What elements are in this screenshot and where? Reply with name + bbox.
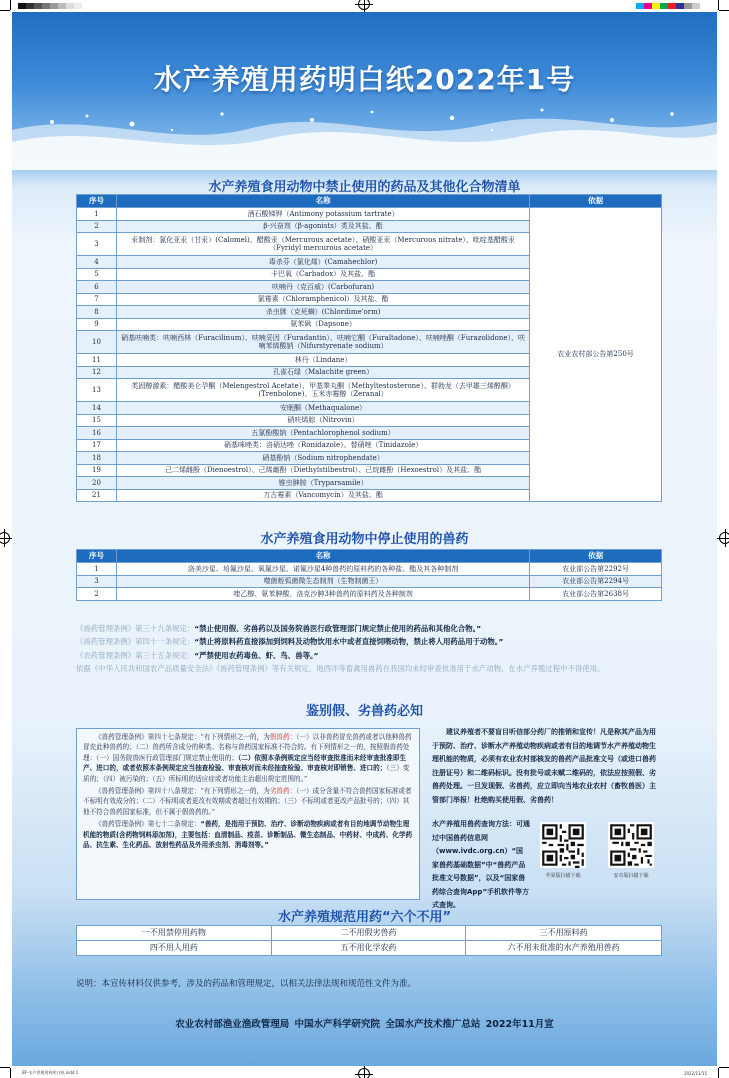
drug-name: 类固醇激素：醋酸美仑孕酮（Melengestrol Acetate）、甲基睾丸酮（Methyltestosterone）、群勃龙（去甲雄三烯醇酮）(Trenbolone)、玉米赤霉醇（Zeranal） [116, 379, 529, 402]
regulation-source: 《农药管理条例》第三十五条规定： [76, 650, 195, 660]
color-bar [636, 3, 700, 9]
basis-cell: 农业部公告第2292号 [530, 563, 662, 576]
row-index: 16 [77, 427, 117, 440]
fake-drug-paragraph [83, 732, 413, 784]
paragraph-text: （三）变质的；（四）被污染的；（五）所标明的适应症或者功能主治超出规定范围的。” [83, 764, 410, 783]
col-header: 依据 [530, 550, 662, 563]
regulation-item [76, 649, 661, 662]
row-index: 3 [77, 575, 117, 588]
drug-name: 汞制剂：氯化亚汞（甘汞）(Calomel)、醋酸汞（Mercurous acetate）、硝酸亚汞（Mercurous nitrate）、吡啶基醋酸汞（Fyridyl mercurous acetate） [116, 233, 529, 256]
basis-cell: 农业农村部公告第250号 [530, 208, 662, 502]
drug-name: 杀虫脒（克死螨）(Chlordime'orm) [116, 306, 529, 319]
row-index: 12 [77, 366, 117, 379]
registration-mark-icon [0, 532, 10, 544]
regulation-item [76, 662, 661, 675]
stopped-heading: 水产养殖食用动物中停止使用的兽药 [260, 532, 469, 547]
row-index: 2 [77, 588, 117, 601]
row-index: 19 [77, 464, 117, 477]
col-header: 依据 [530, 195, 662, 208]
row-index: 11 [77, 354, 117, 367]
six-heading: 水产养殖规范用药“六个不用” [277, 910, 452, 925]
drug-name: 酒石酸锑钾（Antimony potassium tartrate） [116, 208, 529, 221]
registration-mark-icon [358, 1068, 370, 1078]
identify-heading: 鉴别假、劣兽药必知 [305, 704, 423, 719]
drug-name: 锥虫胂胺（Tryparsamile） [116, 477, 529, 490]
drug-name: 孔雀石绿（Malachite green） [116, 366, 529, 379]
paragraph-bold: “兽药，是指用于预防、治疗、诊断动物疾病或者有目的地调节动物生理机能的物质(含药物饲料添加剂)，主要包括：血清制品、疫苗、诊断制品、微生态制品、中药材、中成药、化学药品、抗生素、生化药品、放射性药品及外用杀虫剂、消毒剂等。” [83, 820, 413, 850]
row-index: 15 [77, 414, 117, 427]
qr-caption: 安卓版扫描下载 [613, 873, 649, 879]
row-index: 13 [77, 379, 117, 402]
drug-name: 氨苯砜（Dapsone） [116, 318, 529, 331]
six-rules-table [76, 925, 662, 956]
drug-name: 己二烯雌酚（Dienoestrol）、己烯雌酚（Diethylstilbestrol）、己烷雌酚（Hexoestrol）及其盐、酯 [116, 464, 529, 477]
col-header: 序号 [77, 195, 117, 208]
qr-code-ios-icon[interactable] [540, 822, 586, 868]
header-banner [12, 12, 717, 177]
col-header: 名称 [116, 195, 529, 208]
basis-cell: 农业部公告第2638号 [530, 588, 662, 601]
crop-mark [0, 1067, 10, 1068]
row-index: 7 [77, 293, 117, 306]
crop-mark [718, 0, 719, 10]
regulation-source: 《兽药管理条例》第三十九条规定： [76, 624, 195, 633]
identify-box [76, 728, 420, 900]
qr-caption: 苹果版扫描下载 [545, 873, 581, 879]
paragraph-text: 《兽药管理条例》第四十八条规定：“有下列情形之一的，为 [95, 787, 270, 796]
registration-mark-icon [358, 0, 370, 10]
regulation-item [76, 622, 661, 635]
page-title: 水产养殖用药明白纸2022年1号 [153, 63, 576, 96]
advice-text: 建议养殖者不要盲目听信部分药厂的推销和宣传！凡是称其产品为用于预防、治疗、诊断水产养殖动物疾病或者有目的地调节水产养殖动物生理机能的物质，必须有农业农村部核发的兽药产品批准文号（或进口兽药注册证号）和二维码标识。没有批号或未赋二维码的，依法应按照假、劣兽药处理。一旦发现假、劣兽药，应立即向当地农业农村（畜牧兽医）主管部门举报！杜绝购买使用假、劣兽药！ [432, 728, 656, 804]
drug-name: 呋喃丹（克百威）(Carbofuran) [116, 281, 529, 294]
inferior-drug-paragraph [83, 786, 413, 817]
row-index: 17 [77, 439, 117, 452]
poster [12, 12, 717, 1066]
drug-name: β-兴奋剂（β-agonists）类及其盐、酯 [116, 220, 529, 233]
drug-name: 万古霉素（Vancomycin）及其盐、酯 [116, 489, 529, 502]
drug-name: 林丹（Lindane） [116, 354, 529, 367]
row-index: 2 [77, 220, 117, 233]
banned-heading: 水产养殖食用动物中禁止使用的药品及其他化合物清单 [208, 180, 521, 195]
highlight-term: 假兽药 [269, 733, 290, 741]
drug-name: 五氯酚酸钠（Pentachlorophenol sodium） [116, 427, 529, 440]
regulation-text: “禁止使用假、劣兽药以及国务院兽医行政管理部门规定禁止使用的药品和其他化合物。” [194, 624, 482, 633]
drug-name: 卡巴氧（Carbadox）及其盐、酯 [116, 268, 529, 281]
rule-cell: 三不用原料药 [466, 926, 662, 941]
disclaimer-note: 说明：本宣传材料仅供参考，涉及的药品和管理规定，以相关法律法规和规范性文件为准。 [76, 979, 417, 989]
stopped-table [76, 549, 662, 601]
color-bar [18, 3, 82, 9]
row-index: 4 [77, 256, 117, 269]
drug-name: 硝呋烯腙（Nitrovin） [116, 414, 529, 427]
row-index: 9 [77, 318, 117, 331]
rule-cell: 五不用化学农药 [271, 941, 466, 956]
drug-name: 硝基酚钠（Sodium nitrophendate） [116, 452, 529, 465]
basis-cell: 农业部公告第2294号 [530, 575, 662, 588]
drug-name: 硝基咪唑类：洛硝达唑（Ronidazole）、替硝唑（Tinidazole） [116, 439, 529, 452]
registration-mark-icon [719, 532, 729, 544]
paragraph-bold: （二）依照本条例规定应当经审查批准而未经审查批准即生产、进口的，或者依照本条例规定应当抽查检验、审查核对而未经抽查检验、审查核对即销售、进口的； [83, 753, 407, 773]
crop-mark [10, 1068, 11, 1078]
drug-name: 洛美沙星、培氟沙星、氧氟沙星、诺氟沙星4种兽药的原料药的各种盐、酯及其各种制剂 [116, 563, 529, 576]
query-text: 水产养殖用兽药查询方法：可通过中国兽药信息网（www.ivdc.org.cn）“国家兽药基础数据”中“兽药产品批准文号数据”，以及“国家兽药综合查询App”手机软件等方式查询。 [432, 820, 530, 909]
row-index: 20 [77, 477, 117, 490]
crop-mark [10, 0, 11, 10]
footer-issuers: 农业农村部渔业渔政管理局 中国水产科学研究院 全国水产技术推广总站 2022年11月宣 [175, 1019, 554, 1030]
row-index: 21 [77, 489, 117, 502]
row-index: 5 [77, 268, 117, 281]
drug-name: 安眠酮（Methaqualone） [116, 402, 529, 415]
qr-code-android-icon[interactable] [608, 822, 654, 868]
regulation-source: 《兽药管理条例》第四十一条规定： [76, 637, 195, 647]
col-header: 名称 [116, 550, 529, 563]
vet-drug-definition [83, 819, 413, 850]
drug-name: 氯霉素（Chloramphenicol）及其盐、酯 [116, 293, 529, 306]
rule-cell: 二不用假劣兽药 [271, 926, 466, 941]
rule-cell: 四不用人用药 [77, 941, 272, 956]
crop-mark [0, 10, 10, 11]
regulation-text: 依据《中华人民共和国农产品质量安全法》《兽药管理条例》等有关规定，地西泮等畜禽用兽药在我国均未经审查批准用于水产动物，在水产养殖过程中不得使用。 [76, 664, 605, 674]
crop-mark [718, 1068, 719, 1078]
wave-decoration [12, 100, 717, 170]
row-index: 3 [77, 233, 117, 256]
banned-table [76, 194, 662, 502]
row-index: 10 [77, 331, 117, 354]
regulation-item [76, 635, 661, 648]
highlight-term: 劣兽药 [269, 787, 290, 796]
paragraph-text: ：（一）成分含量不符合兽药国家标准或者不标明有效成分的；（二）不标明或者更改有效期或者超过有效期的；（三）不标明或者更改产品批号的；（四）其他不符合兽药国家标准，但不属于假兽药的。” [83, 787, 412, 816]
crop-mark [719, 1067, 729, 1068]
rule-cell: 六不用未批准的水产养殖用兽药 [466, 941, 662, 956]
drug-name: 硝基呋喃类：呋喃西林（Furacilinum）、呋喃妥因（Furadantin）、呋喃它酮（Furaltadone）、呋喃唑酮（Furazolidone）、呋喃苯烯酸钠（Nifurstyrenate sodium） [116, 331, 529, 354]
rule-cell: 一不用禁停用药物 [77, 926, 272, 941]
row-index: 18 [77, 452, 117, 465]
regulations-list [76, 622, 661, 676]
regulation-text: “严禁使用农药毒鱼、虾、鸟、兽等。” [194, 650, 319, 660]
row-index: 1 [77, 208, 117, 221]
row-index: 14 [77, 402, 117, 415]
drug-name: 噬菌蛭弧菌微生态制剂（生物制菌王） [116, 575, 529, 588]
row-index: 1 [77, 563, 117, 576]
col-header: 序号 [77, 550, 117, 563]
paragraph-text: 《兽药管理条例》第七十二条规定： [95, 820, 201, 829]
paragraph-text: 《兽药管理条例》第四十七条规定：“有下列情形之一的，为 [95, 733, 270, 741]
drug-name: 喹乙醇、氨苯胂酸、洛克沙胂3种兽药的原料药及各种制剂 [116, 588, 529, 601]
slug-left: BF-水产养殖用药明白纸.indd 1 [22, 1070, 79, 1075]
crop-mark [719, 10, 729, 11]
regulation-text: “禁止将原料药直接添加到饲料及动物饮用水中或者直接饲喂动物，禁止将人用药品用于动物。” [194, 637, 504, 647]
paragraph-text: ：（一）以非兽药冒充兽药或者以他种兽药冒充此种兽药的；（二）兽药所含成分的种类、名称与兽药国家标准不符合的。有下列情形之一的，按照假兽药处理：（一）国务院兽医行政管理部门规定禁止使用的； [83, 733, 412, 762]
row-index: 8 [77, 306, 117, 319]
row-index: 6 [77, 281, 117, 294]
slug-right: 2022/11/15 [683, 1071, 707, 1076]
drug-name: 毒杀芬（氯化烯）(Camahechlor) [116, 256, 529, 269]
